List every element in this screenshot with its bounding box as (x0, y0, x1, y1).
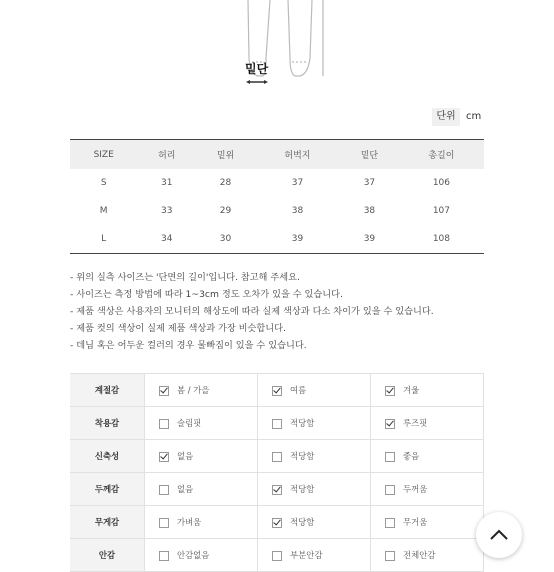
fit-option (145, 539, 258, 572)
table-cell: 38 (363, 206, 376, 216)
table-cell: S (100, 178, 107, 188)
checkbox[interactable] (385, 551, 395, 561)
fit-option (371, 440, 484, 473)
fit-option (258, 407, 371, 440)
col-header: 총길이 (399, 140, 484, 170)
fit-option-label: 없음 (177, 451, 194, 461)
table-cell: 106 (432, 178, 450, 188)
fit-option-label: 적당함 (290, 517, 315, 527)
chevron-up-icon (476, 512, 522, 558)
fit-option-label: 두꺼움 (403, 484, 428, 494)
fit-row-label: 계절감 (70, 374, 145, 407)
size-table-header (70, 140, 484, 170)
checkbox[interactable] (272, 386, 282, 396)
fit-option-label: 적당함 (290, 418, 315, 428)
fit-option-label: 좋음 (403, 451, 420, 461)
note-line: - 위의 실측 사이즈는 '단면의 길이'입니다. 참고해 주세요. (70, 272, 300, 283)
col-header: 밑위 (196, 140, 255, 170)
fit-option-label: 무거움 (403, 517, 428, 527)
fit-option-label: 안감없음 (177, 550, 210, 560)
col-header: 밑단 (340, 140, 399, 170)
col-header: SIZE (70, 140, 137, 170)
fit-row (70, 506, 484, 539)
table-cell: 28 (219, 178, 232, 188)
checkbox[interactable] (385, 419, 395, 429)
checkbox[interactable] (272, 518, 282, 528)
fit-option (371, 374, 484, 407)
checkbox[interactable] (272, 419, 282, 429)
size-notes (70, 269, 434, 354)
table-cell: 39 (255, 225, 340, 254)
table-cell: 38 (291, 206, 304, 216)
table-cell: 107 (432, 206, 450, 216)
checkbox[interactable] (385, 386, 395, 396)
checkbox[interactable] (385, 518, 395, 528)
fit-option-label: 루즈핏 (403, 418, 428, 428)
unit-label: 단위 (432, 108, 460, 126)
table-cell: 37 (363, 178, 376, 188)
fit-option (258, 539, 371, 572)
fit-row-label: 착용감 (70, 407, 145, 440)
fit-row-label: 안감 (70, 539, 145, 572)
fit-option (145, 506, 258, 539)
checkbox[interactable] (159, 386, 169, 396)
checkbox[interactable] (159, 518, 169, 528)
checkbox[interactable] (159, 551, 169, 561)
fit-row (70, 374, 484, 407)
table-cell: M (99, 206, 108, 216)
table-row (70, 169, 484, 197)
table-cell: 39 (340, 225, 399, 254)
table-row (70, 225, 484, 254)
fit-option (145, 473, 258, 506)
fit-option-label: 적당함 (290, 451, 315, 461)
table-cell: 30 (196, 225, 255, 254)
fit-option (371, 539, 484, 572)
checkbox[interactable] (385, 452, 395, 462)
fit-option-label: 적당함 (290, 484, 315, 494)
table-cell: L (70, 225, 137, 254)
fit-option (145, 374, 258, 407)
fit-row-label: 무게감 (70, 506, 145, 539)
size-table (70, 139, 484, 254)
checkbox[interactable] (272, 485, 282, 495)
fit-row (70, 539, 484, 572)
fit-table (70, 373, 484, 572)
fit-option (371, 506, 484, 539)
fit-option (371, 407, 484, 440)
note-line: - 제품 색상은 사용자의 모니터의 해상도에 따라 실제 색상과 다소 차이가 있을 수 있습니다. (70, 306, 434, 317)
table-cell: 34 (137, 225, 196, 254)
fit-option-label: 겨울 (403, 385, 420, 395)
col-header: 허벅지 (255, 140, 340, 170)
table-row (70, 197, 484, 225)
table-cell: 31 (161, 178, 173, 188)
hem-label: 밑단 (245, 62, 269, 76)
fit-option (258, 506, 371, 539)
fit-option-label: 가벼움 (177, 517, 202, 527)
checkbox[interactable] (272, 551, 282, 561)
note-line: - 사이즈는 측정 방법에 따라 1~3cm 정도 오차가 있을 수 있습니다. (70, 289, 343, 300)
fit-option-label: 슬림핏 (177, 418, 202, 428)
fit-option (371, 473, 484, 506)
fit-option-label: 봄 / 가을 (177, 385, 210, 395)
table-cell: 29 (219, 206, 232, 216)
fit-option-label: 전체안감 (403, 550, 436, 560)
fit-row (70, 440, 484, 473)
fit-row-label: 신축성 (70, 440, 145, 473)
fit-option-label: 없음 (177, 484, 194, 494)
checkbox[interactable] (159, 485, 169, 495)
checkbox[interactable] (385, 485, 395, 495)
note-line: - 데님 혹은 어두운 컬러의 경우 물빠짐이 있을 수 있습니다. (70, 340, 307, 351)
fit-option (145, 440, 258, 473)
fit-option (258, 440, 371, 473)
checkbox[interactable] (272, 452, 282, 462)
fit-row (70, 407, 484, 440)
fit-row-label: 두께감 (70, 473, 145, 506)
fit-option-label: 부분안감 (290, 550, 323, 560)
fit-option (258, 473, 371, 506)
table-cell: 108 (399, 225, 484, 254)
note-line: - 제품 컷의 색상이 실제 제품 색상과 가장 비슷합니다. (70, 323, 286, 334)
table-cell: 33 (161, 206, 173, 216)
unit-value: cm (466, 111, 482, 122)
checkbox[interactable] (159, 452, 169, 462)
fit-option-label: 여름 (290, 385, 307, 395)
fit-row (70, 473, 484, 506)
checkbox[interactable] (159, 419, 169, 429)
fit-option (145, 407, 258, 440)
scroll-top-button[interactable] (476, 512, 522, 558)
col-header: 허리 (137, 140, 196, 170)
fit-option (258, 374, 371, 407)
table-cell: 37 (291, 178, 304, 188)
